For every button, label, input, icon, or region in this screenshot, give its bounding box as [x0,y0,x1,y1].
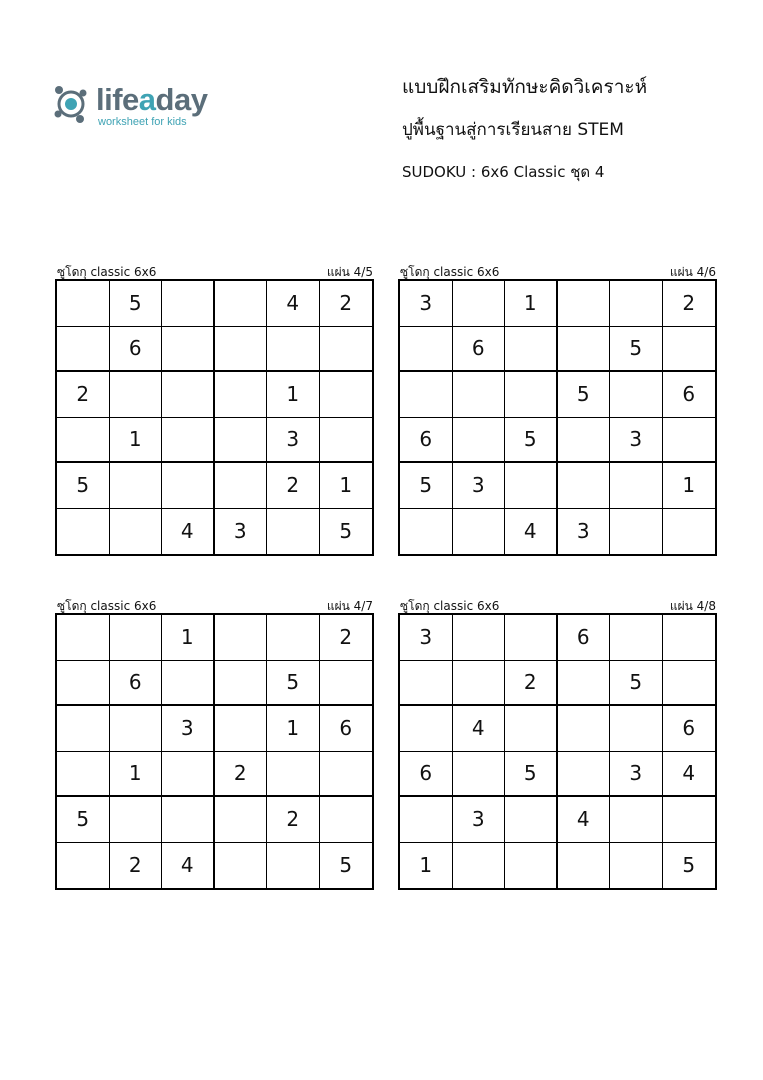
sudoku-cell[interactable] [215,418,268,464]
sudoku-cell[interactable] [267,752,320,798]
puzzle-title: ซูโดกุ classic 6x6 [57,265,157,279]
sudoku-cell[interactable] [663,327,716,373]
sudoku-cell[interactable]: 4 [162,843,215,889]
sudoku-cell[interactable] [400,706,453,752]
sudoku-cell[interactable] [663,797,716,843]
sudoku-cell[interactable] [162,372,215,418]
sudoku-cell[interactable] [453,281,506,327]
sudoku-cell[interactable]: 3 [267,418,320,464]
sudoku-cell[interactable]: 5 [267,661,320,707]
sudoku-puzzle-1 [55,261,375,556]
sudoku-puzzle-2 [398,261,718,556]
sudoku-cell[interactable] [663,661,716,707]
sudoku-cell[interactable] [215,463,268,509]
worksheet-set-label: SUDOKU : 6x6 Classic ชุด 4 [402,163,605,181]
sudoku-cell[interactable]: 4 [267,281,320,327]
sudoku-cell[interactable] [110,509,163,555]
sudoku-cell[interactable]: 2 [663,281,716,327]
sudoku-cell[interactable] [215,281,268,327]
sudoku-cell[interactable] [610,615,663,661]
sudoku-cell[interactable] [162,661,215,707]
sudoku-cell[interactable] [267,843,320,889]
sudoku-cell[interactable]: 5 [558,372,611,418]
sudoku-cell[interactable]: 1 [110,752,163,798]
sudoku-grid [55,279,374,556]
sudoku-cell[interactable]: 4 [453,706,506,752]
sudoku-cell[interactable] [215,706,268,752]
sudoku-cell[interactable]: 4 [663,752,716,798]
sudoku-cell[interactable]: 6 [453,327,506,373]
sudoku-cell[interactable] [558,843,611,889]
logo-molecule-icon [50,82,94,126]
sudoku-cell[interactable]: 1 [320,463,373,509]
sudoku-cell[interactable] [453,615,506,661]
sudoku-cell[interactable] [453,843,506,889]
sudoku-cell[interactable] [162,752,215,798]
sudoku-cell[interactable]: 1 [110,418,163,464]
sudoku-cell[interactable]: 4 [558,797,611,843]
sudoku-cell[interactable]: 5 [339,853,353,878]
sudoku-cell[interactable]: 6 [400,418,453,464]
sudoku-cell[interactable] [453,661,506,707]
sudoku-cell[interactable]: 2 [57,372,110,418]
sudoku-cell[interactable] [57,509,110,555]
sudoku-cell[interactable] [110,463,163,509]
sudoku-cell[interactable] [162,797,215,843]
sudoku-cell[interactable]: 3 [610,752,663,798]
sudoku-cell[interactable] [610,797,663,843]
puzzle-sheet-number: แผ่น 4/8 [669,599,716,613]
sudoku-grid [398,279,717,556]
sudoku-cell[interactable] [400,797,453,843]
sudoku-cell[interactable] [215,372,268,418]
sudoku-cell[interactable] [558,706,611,752]
puzzle-title: ซูโดกุ classic 6x6 [400,265,500,279]
worksheet-subtitle: ปูพื้นฐานสู่การเรียนสาย STEM [402,120,624,140]
sudoku-cell[interactable] [215,661,268,707]
sudoku-cell[interactable] [267,327,320,373]
sudoku-puzzle-4 [398,595,718,890]
sudoku-cell[interactable]: 2 [267,797,320,843]
sudoku-cell[interactable]: 1 [400,843,453,889]
sudoku-cell[interactable] [320,327,373,373]
sudoku-cell[interactable]: 5 [682,853,696,878]
sudoku-cell[interactable]: 5 [610,661,663,707]
sudoku-cell[interactable] [162,281,215,327]
sudoku-cell[interactable] [610,706,663,752]
sudoku-cell[interactable] [215,327,268,373]
puzzle-sheet-number: แผ่น 4/5 [326,265,373,279]
sudoku-cell[interactable] [162,327,215,373]
sudoku-cell[interactable]: 2 [215,752,268,798]
sudoku-cell[interactable] [57,418,110,464]
sudoku-cell[interactable]: 3 [453,797,506,843]
puzzle-title: ซูโดกุ classic 6x6 [57,599,157,613]
sudoku-grid [398,613,717,890]
sudoku-cell[interactable]: 3 [610,418,663,464]
sudoku-cell[interactable] [57,327,110,373]
sudoku-cell[interactable] [663,509,716,555]
sudoku-cell[interactable]: 5 [610,327,663,373]
sudoku-cell[interactable]: 3 [215,509,268,555]
sudoku-cell[interactable] [267,615,320,661]
sudoku-cell[interactable] [320,418,373,464]
sudoku-cell[interactable] [453,418,506,464]
sudoku-cell[interactable] [558,281,611,327]
sudoku-cell[interactable] [110,706,163,752]
sudoku-cell[interactable] [57,615,110,661]
sudoku-cell[interactable]: 4 [162,509,215,555]
sudoku-cell[interactable]: 3 [400,615,453,661]
sudoku-cell[interactable] [267,509,320,555]
sudoku-cell[interactable]: 6 [558,615,611,661]
sudoku-cell[interactable] [610,463,663,509]
sudoku-cell[interactable]: 5 [505,418,558,464]
sudoku-cell[interactable]: 2 [320,615,373,661]
sudoku-cell[interactable] [558,661,611,707]
sudoku-cell[interactable]: 3 [558,509,611,555]
sudoku-cell[interactable] [215,615,268,661]
sudoku-cell[interactable]: 5 [110,281,163,327]
sudoku-cell[interactable] [505,327,558,373]
sudoku-cell[interactable] [505,797,558,843]
sudoku-cell[interactable] [505,463,558,509]
sudoku-cell[interactable]: 1 [663,463,716,509]
sudoku-cell[interactable] [505,706,558,752]
sudoku-cell[interactable] [558,418,611,464]
sudoku-cell[interactable] [400,327,453,373]
sudoku-cell[interactable]: 2 [320,281,373,327]
sudoku-cell[interactable]: 5 [57,797,110,843]
sudoku-cell[interactable]: 5 [505,752,558,798]
sudoku-cell[interactable]: 1 [505,281,558,327]
sudoku-cell[interactable]: 1 [162,615,215,661]
sudoku-cell[interactable]: 6 [400,752,453,798]
worksheet-title: แบบฝึกเสริมทักษะคิดวิเคราะห์ [402,76,648,98]
sudoku-cell[interactable]: 5 [339,519,353,544]
sudoku-cell[interactable] [57,706,110,752]
sudoku-cell[interactable]: 5 [57,463,110,509]
sudoku-cell[interactable] [400,661,453,707]
sudoku-cell[interactable] [57,752,110,798]
sudoku-cell[interactable]: 4 [505,509,558,555]
sudoku-cell[interactable] [453,372,506,418]
logo-wordmark: lifeaday [96,82,208,117]
sudoku-cell[interactable]: 1 [267,372,320,418]
sudoku-cell[interactable]: 5 [400,463,453,509]
sudoku-cell[interactable]: 6 [663,372,716,418]
sudoku-cell[interactable] [663,418,716,464]
sudoku-cell[interactable] [610,372,663,418]
logo-tagline: worksheet for kids [98,116,187,128]
sudoku-cell[interactable] [558,463,611,509]
sudoku-cell[interactable]: 2 [267,463,320,509]
sudoku-cell[interactable]: 6 [110,661,163,707]
sudoku-cell[interactable] [400,509,453,555]
sudoku-cell[interactable] [320,797,373,843]
sudoku-cell[interactable]: 3 [400,281,453,327]
sudoku-cell[interactable]: 6 [663,706,716,752]
sudoku-puzzle-3 [55,595,375,890]
sudoku-cell[interactable] [215,843,268,889]
sudoku-grid [55,613,374,890]
sudoku-cell[interactable]: 6 [110,327,163,373]
sudoku-cell[interactable] [110,372,163,418]
sudoku-cell[interactable] [320,372,373,418]
puzzle-sheet-number: แผ่น 4/6 [669,265,716,279]
sudoku-cell[interactable] [610,509,663,555]
sudoku-cell[interactable] [663,615,716,661]
sudoku-cell[interactable] [57,843,110,889]
sudoku-cell[interactable] [57,661,110,707]
sudoku-cell[interactable]: 3 [453,463,506,509]
sudoku-cell[interactable] [610,281,663,327]
sudoku-cell[interactable] [453,509,506,555]
sudoku-cell[interactable] [110,797,163,843]
sudoku-cell[interactable] [320,752,373,798]
sudoku-cell[interactable] [215,797,268,843]
sudoku-cell[interactable] [162,418,215,464]
sudoku-cell[interactable]: 6 [320,706,373,752]
lifeaday-logo [50,82,220,132]
sudoku-cell[interactable] [505,843,558,889]
sudoku-cell[interactable]: 3 [162,706,215,752]
puzzle-sheet-number: แผ่น 4/7 [326,599,373,613]
sudoku-cell[interactable] [453,752,506,798]
sudoku-cell[interactable] [57,281,110,327]
sudoku-cell[interactable]: 1 [267,706,320,752]
sudoku-cell[interactable] [320,661,373,707]
sudoku-cell[interactable] [558,752,611,798]
puzzle-title: ซูโดกุ classic 6x6 [400,599,500,613]
sudoku-cell[interactable] [558,327,611,373]
sudoku-cell[interactable] [400,372,453,418]
sudoku-cell[interactable]: 2 [505,661,558,707]
sudoku-cell[interactable] [505,615,558,661]
sudoku-cell[interactable] [110,615,163,661]
sudoku-cell[interactable] [162,463,215,509]
sudoku-cell[interactable] [505,372,558,418]
sudoku-cell[interactable]: 2 [110,843,163,889]
sudoku-cell[interactable] [610,843,663,889]
